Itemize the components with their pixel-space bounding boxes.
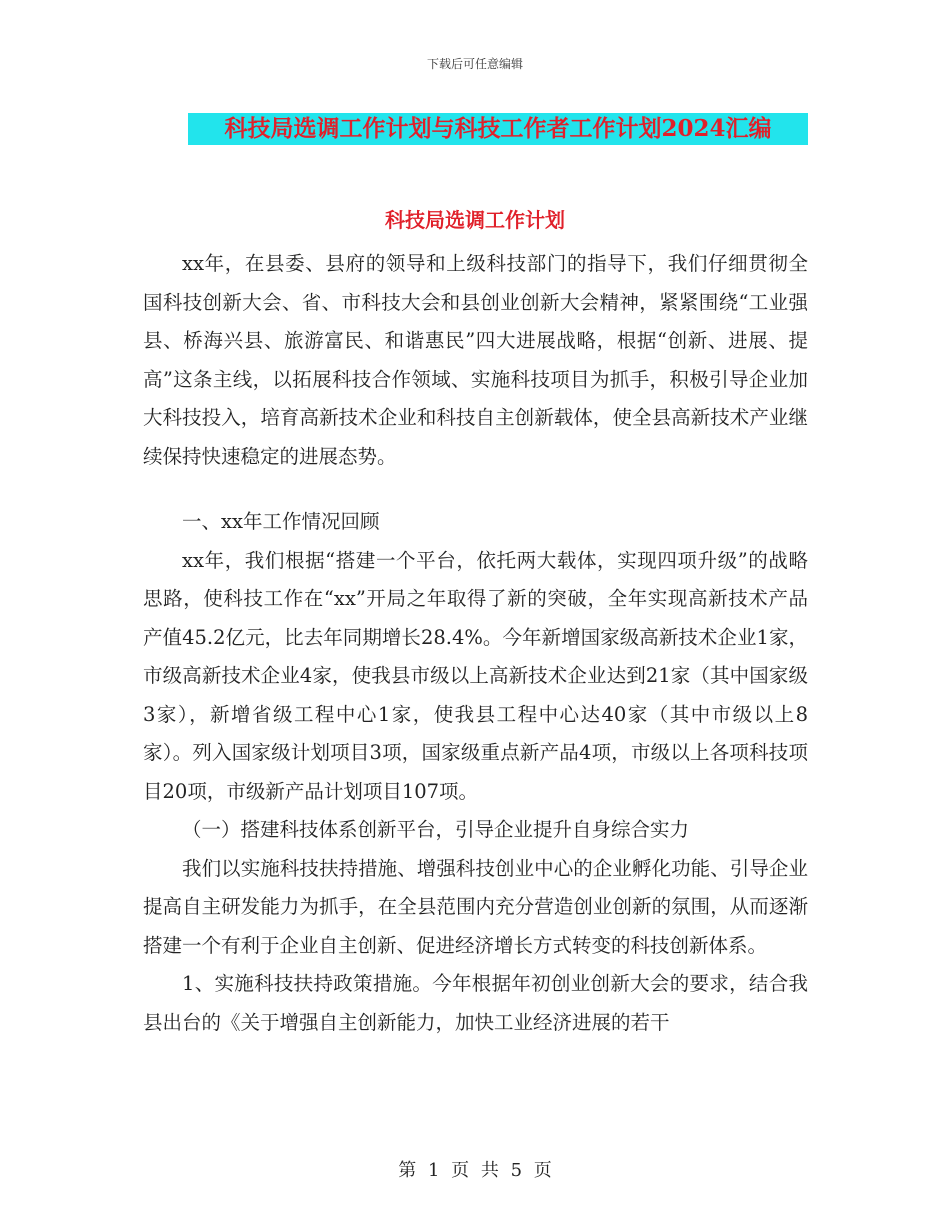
header-note: 下载后可任意编辑 <box>426 57 523 71</box>
subsection-heading: （一）搭建科技体系创新平台，引导企业提升自身综合实力 <box>182 818 690 841</box>
paragraph-text: xx年，我们根据“搭建一个平台，依托两大载体，实现四项升级”的战略思路，使科技工作在“xx”开局之年取得了新的突破，全年实现高新技术产品产值45.2亿元，比去年同期增长28.4%。今年新增国家级高新技术企业1家，市级高新技术企业4家，使我县市级以上高新技术企业达到21家（其中国家级3家），新增省级工程中心1家，使我县工程中心达40家（其中市级以上8家）。列入国家级计划项目3项，国家级重点新产品4项，市级以上各项科技项目20项，市级新产品计划项目107项。 <box>143 548 808 803</box>
section-heading: 一、xx年工作情况回顾 <box>182 510 380 533</box>
section-title: 科技局选调工作计划 <box>385 208 565 232</box>
body-section <box>143 503 808 1042</box>
page-footer: 第 1 页 共 5 页 <box>398 1160 552 1181</box>
document-title: 科技局选调工作计划与科技工作者工作计划2024汇编 <box>188 113 808 145</box>
paragraph-intro <box>143 245 808 476</box>
paragraph-text: 1、实施科技扶持政策措施。今年根据年初创业创新大会的要求，结合我县出台的《关于增强自主创新能力，加快工业经济进展的若干 <box>143 972 808 1034</box>
paragraph-text: 我们以实施科技扶持措施、增强科技创业中心的企业孵化功能、引导企业提高自主研发能力为抓手，在全县范围内充分营造创业创新的氛围，从而逐渐搭建一个有利于企业自主创新、促进经济增长方式转变的科技创新体系。 <box>143 856 808 957</box>
paragraph-text: xx年，在县委、县府的领导和上级科技部门的指导下，我们仔细贯彻全国科技创新大会、省、市科技大会和县创业创新大会精神，紧紧围绕“工业强县、桥海兴县、旅游富民、和谐惠民”四大进展战略，根据“创新、进展、提高”这条主线，以拓展科技合作领域、实施科技项目为抓手，积极引导企业加大科技投入，培育高新技术企业和科技自主创新载体，使全县高新技术产业继续保持快速稳定的进展态势。 <box>143 252 808 468</box>
